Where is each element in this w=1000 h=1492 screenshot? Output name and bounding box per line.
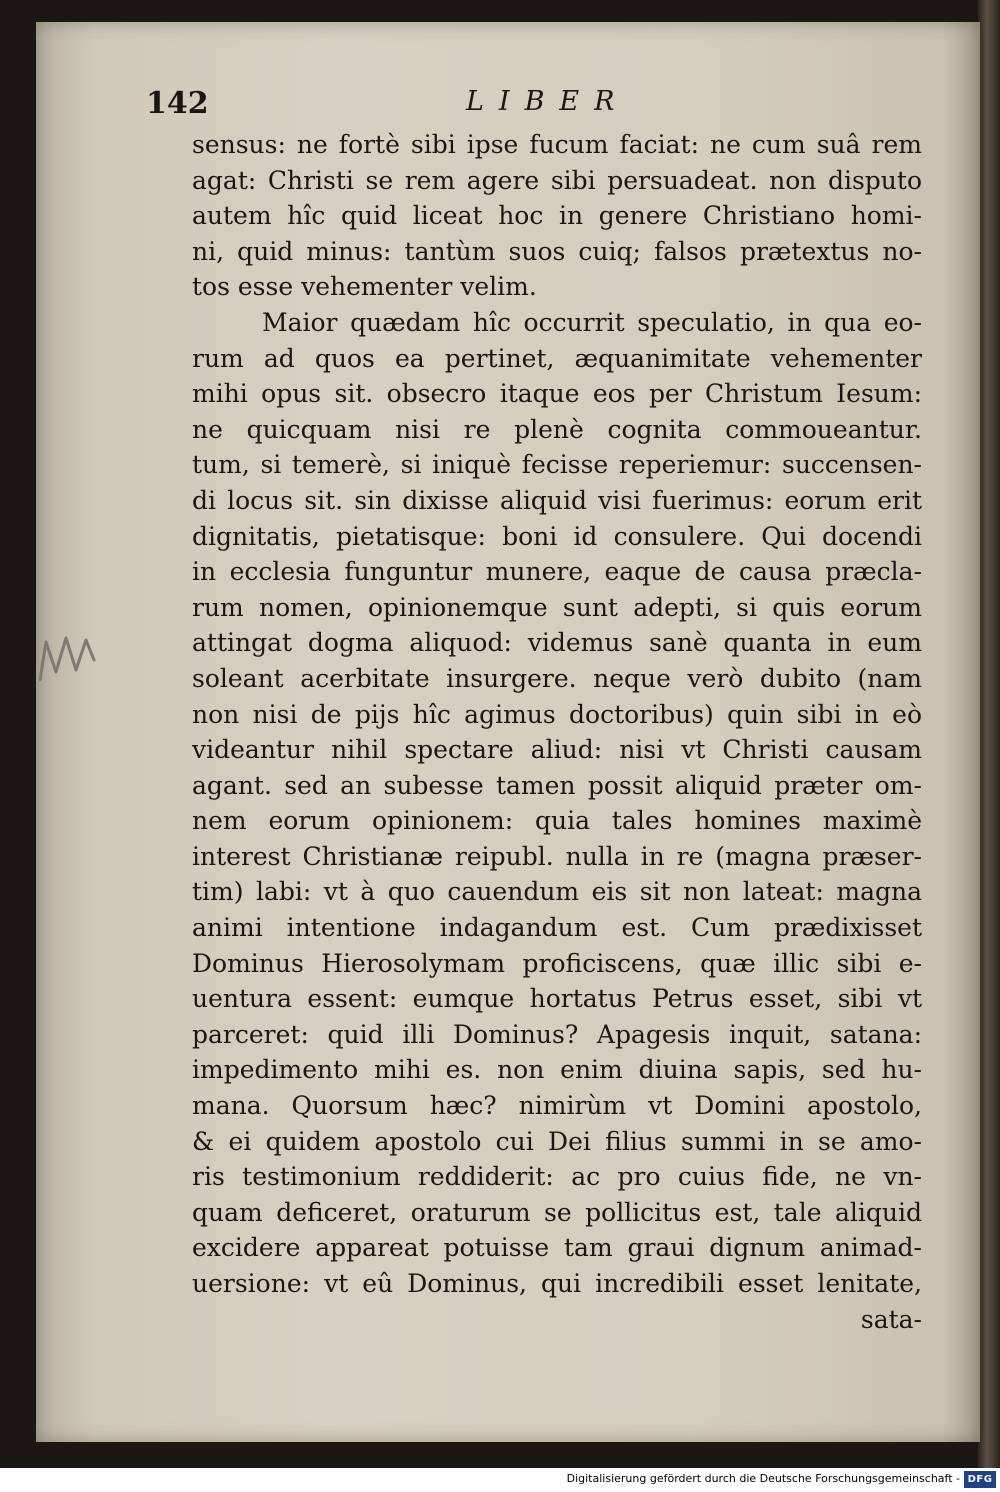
text-line: Maior quædam hîc occurrit speculatio, in qua eo-	[262, 307, 922, 337]
text-line: animi intentione indagandum est. Cum prædixisset	[192, 913, 922, 943]
text-line: uersione: vt eû Dominus, qui incredibili esset lenitate,	[192, 1269, 922, 1298]
text-line: non nisi de pijs hîc agimus doctoribus) quin sibi in eò	[192, 699, 922, 729]
text-line: dignitatis, pietatisque: boni id consulere. Qui docendi	[192, 521, 922, 551]
text-line: excidere appareat potuisse tam graui dignum animad-	[192, 1233, 922, 1263]
body-text	[192, 127, 922, 1337]
text-line: tim) labi: vt à quo cauendum eis sit non lateat: magna	[192, 877, 922, 907]
text-line: tos esse vehementer velim.	[192, 272, 537, 302]
text-line: agat: Christi se rem agere sibi persuadeat. non disputo	[192, 165, 922, 195]
text-line: tum, si temerè, si iniquè fecisse reperiemur: succensen-	[192, 450, 922, 480]
book-binding-edge	[978, 0, 1000, 1468]
text-line: attingat dogma aliquod: videmus sanè quanta in eum	[192, 628, 922, 658]
text-line: mihi opus sit. obsecro itaque eos per Christum Iesum:	[192, 379, 922, 409]
funding-credit: Digitalisierung gefördert durch die Deutsche Forschungsgemeinschaft -	[566, 1472, 960, 1485]
text-line: & ei quidem apostolo cui Dei filius summi in se amo-	[192, 1126, 922, 1156]
text-line: nem eorum opinionem: quia tales homines maximè	[192, 806, 922, 836]
text-line: agant. sed an subesse tamen possit aliquid præter om-	[192, 770, 922, 800]
running-head: LIBER	[466, 86, 630, 117]
footer-bar	[0, 1468, 1000, 1492]
text-line: di locus sit. sin dixisse aliquid visi fuerimus: eorum erit	[192, 485, 922, 515]
text-line: soleant acerbitate insurgere. neque verò dubito (nam	[192, 663, 922, 693]
text-line: in ecclesia funguntur munere, eaque de causa præcla-	[192, 557, 922, 587]
text-line: sensus: ne fortè sibi ipse fucum faciat: ne cum suâ rem	[192, 130, 922, 159]
text-line: rum ad quos ea pertinet, æquanimitate vehementer	[192, 343, 922, 373]
text-line: Dominus Hierosolymam proficiscens, quæ illic sibi e-	[192, 948, 922, 978]
text-line: uentura essent: eumque hortatus Petrus esset, sibi vt	[192, 984, 922, 1014]
text-line: parceret: quid illi Dominus? Apagesis inquit, satana:	[192, 1019, 922, 1049]
text-line: quam deficeret, oraturum se pollicitus est, tale aliquid	[192, 1197, 922, 1227]
catchword: sata-	[860, 1304, 922, 1334]
page-number: 142	[146, 86, 209, 121]
text-line: ne quicquam nisi re plenè cognita commoueantur.	[192, 414, 922, 444]
text-line: impedimento mihi es. non enim diuina sapis, sed hu-	[192, 1055, 922, 1085]
text-line: rum nomen, opinionemque sunt adepti, si quis eorum	[192, 592, 922, 622]
text-line: ris testimonium reddiderit: ac pro cuius fide, ne vn-	[192, 1162, 922, 1192]
page-header	[146, 86, 926, 126]
pencil-margin-mark	[34, 620, 114, 690]
text-line: ni, quid minus: tantùm suos cuiq; falsos prætextus no-	[192, 236, 922, 266]
dfg-logo: DFG	[964, 1471, 996, 1488]
text-line: interest Christianæ reipubl. nulla in re (magna præser-	[192, 841, 922, 871]
text-line: mana. Quorsum hæc? nimirùm vt Domini apostolo,	[192, 1091, 922, 1121]
text-line: autem hîc quid liceat hoc in genere Christiano homi-	[192, 201, 922, 231]
text-line: videantur nihil spectare aliud: nisi vt Christi causam	[192, 735, 922, 765]
